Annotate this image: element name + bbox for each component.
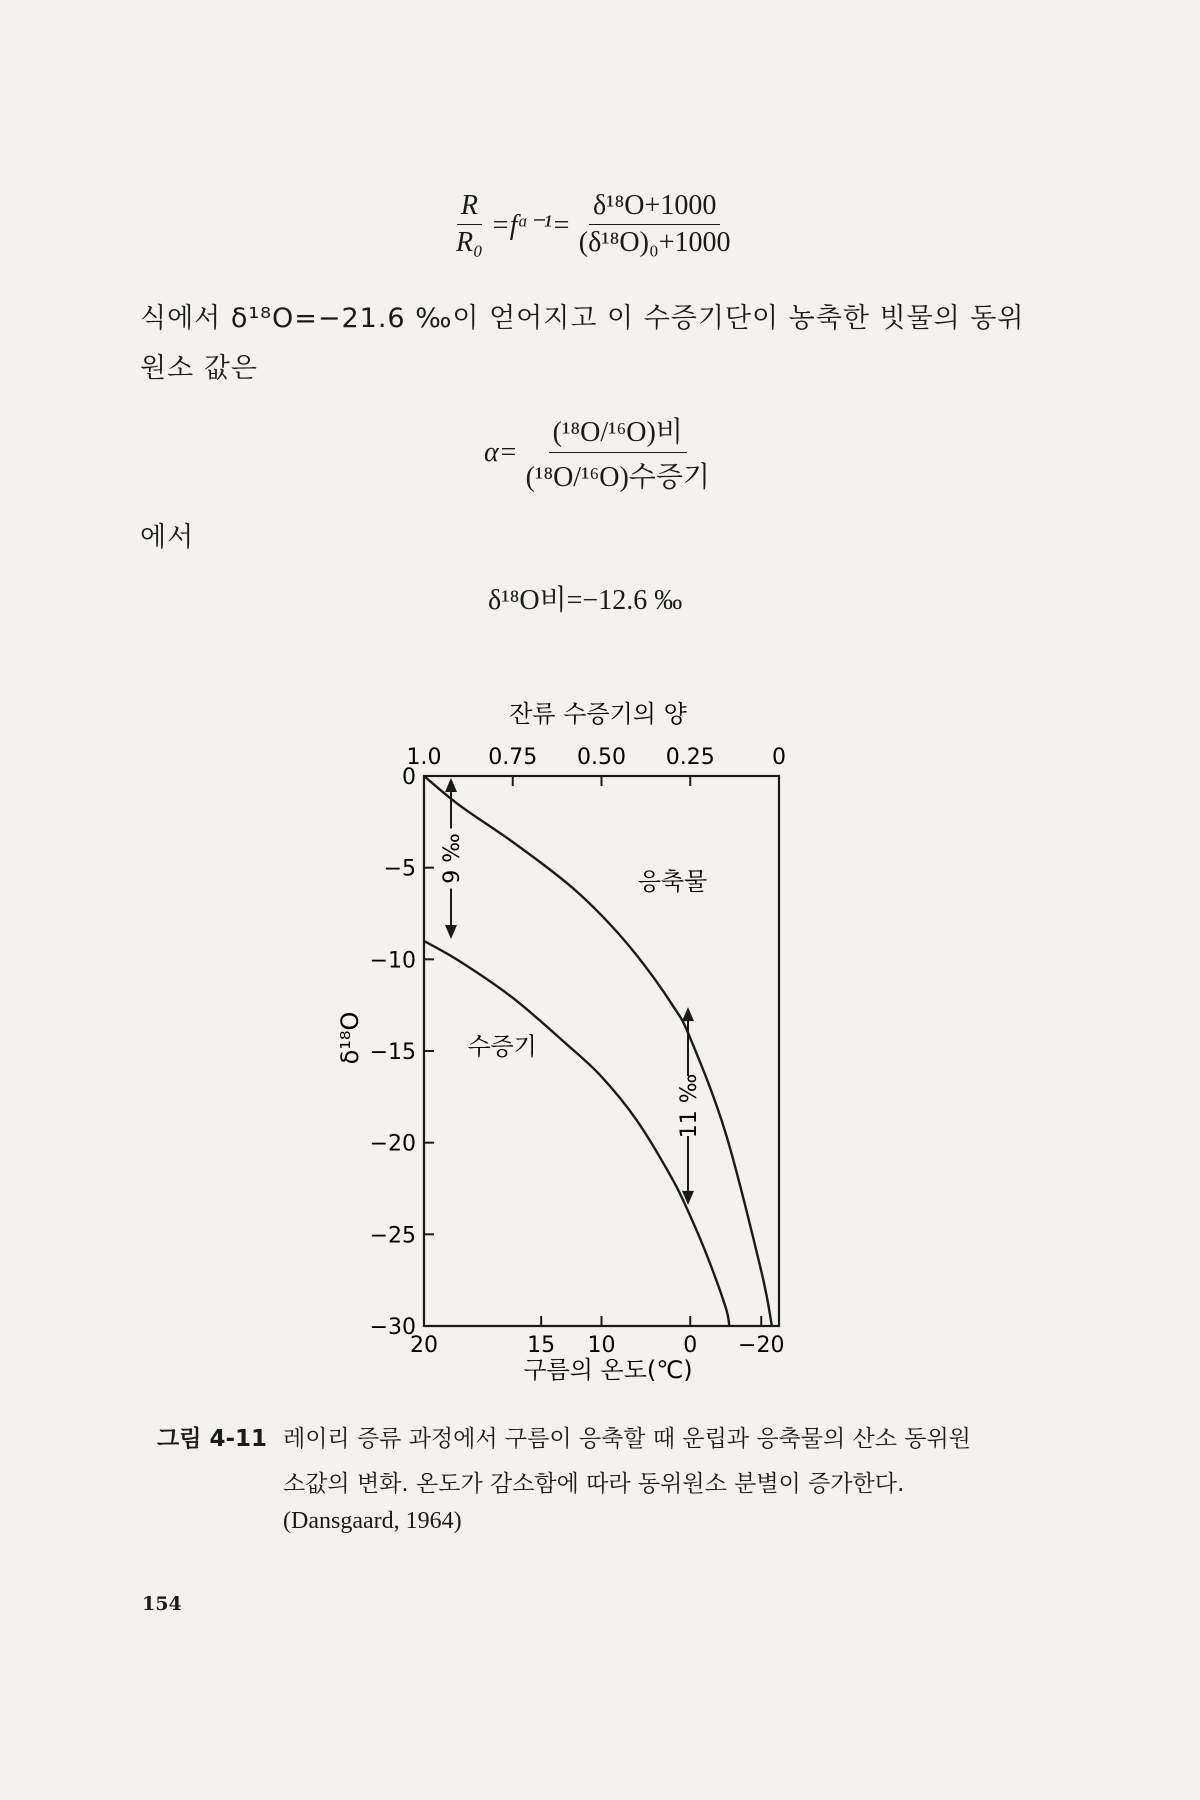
paragraph-line: 식에서 δ¹⁸O=−21.6 ‰이 얻어지고 이 수증기단이 농축한 빗물의 동위: [140, 303, 1025, 334]
difference-label: 11 ‰: [677, 1073, 702, 1139]
fraction-denominator: (¹⁸O/¹⁶O)수증기: [525, 462, 710, 493]
y-tick-label: −20: [369, 1131, 416, 1157]
y-axis-label: δ¹⁸O: [336, 1011, 364, 1065]
page-number: 154: [142, 1593, 182, 1615]
bottom-tick-label: 20: [410, 1333, 438, 1358]
bottom-tick-label: 0: [683, 1333, 698, 1358]
paragraph-line: 원소 값은: [140, 353, 258, 384]
fraction-denominator: (δ¹⁸O)₀+1000: [578, 227, 731, 258]
y-tick-label: 0: [402, 765, 416, 790]
caption-line: 레이리 증류 과정에서 구름이 응축할 때 운립과 응축물의 산소 동위원: [283, 1426, 971, 1452]
y-tick-label: −10: [369, 948, 416, 974]
equation-delta-rain: δ¹⁸O비=−12.6 ‰: [488, 585, 683, 616]
series-label: 수증기: [467, 1032, 537, 1061]
fraction-numerator: δ¹⁸O+1000: [589, 190, 720, 225]
y-tick-label: −25: [369, 1223, 416, 1249]
y-tick-label: −15: [369, 1040, 416, 1065]
top-tick-label: 0.25: [665, 745, 715, 770]
arrow-head-up: [682, 1007, 694, 1021]
top-tick-label: 0: [772, 745, 786, 770]
difference-label: 9 ‰: [440, 833, 465, 884]
figure-label: 그림 4-11: [157, 1426, 267, 1452]
top-tick-label: 0.75: [488, 745, 538, 770]
fraction-denominator: R₀: [456, 227, 483, 258]
top-axis-label: 잔류 수증기의 양: [509, 700, 687, 728]
top-tick-label: 1.0: [406, 745, 442, 770]
fraction-numerator: (¹⁸O/¹⁶O)비: [549, 410, 687, 453]
fraction-numerator: R: [457, 190, 482, 225]
axis-ticks: [370, 745, 786, 1358]
caption-line: (Dansgaard, 1964): [283, 1508, 462, 1534]
arrow-head-up: [445, 778, 457, 792]
data-curves: [424, 776, 772, 1326]
difference-arrow: [440, 778, 465, 939]
bottom-tick-label: 15: [527, 1333, 556, 1358]
y-tick-label: −5: [383, 856, 416, 882]
caption-line: 소값의 변화. 온도가 감소함에 따라 동위원소 분별이 증가한다.: [283, 1471, 905, 1497]
arrow-head-down: [445, 925, 457, 939]
x-axis-label: 구름의 온도(℃): [523, 1356, 693, 1384]
equation-middle: =fᵅ⁻¹=: [490, 209, 571, 241]
equation-lhs: α=: [484, 436, 518, 468]
series-label: 응축물: [637, 867, 708, 896]
bottom-tick-label: −20: [738, 1333, 785, 1358]
paragraph-line: 에서: [140, 522, 195, 553]
bottom-tick-label: 10: [587, 1333, 616, 1358]
top-tick-label: 0.50: [577, 745, 626, 770]
y-tick-label: −30: [369, 1315, 416, 1340]
